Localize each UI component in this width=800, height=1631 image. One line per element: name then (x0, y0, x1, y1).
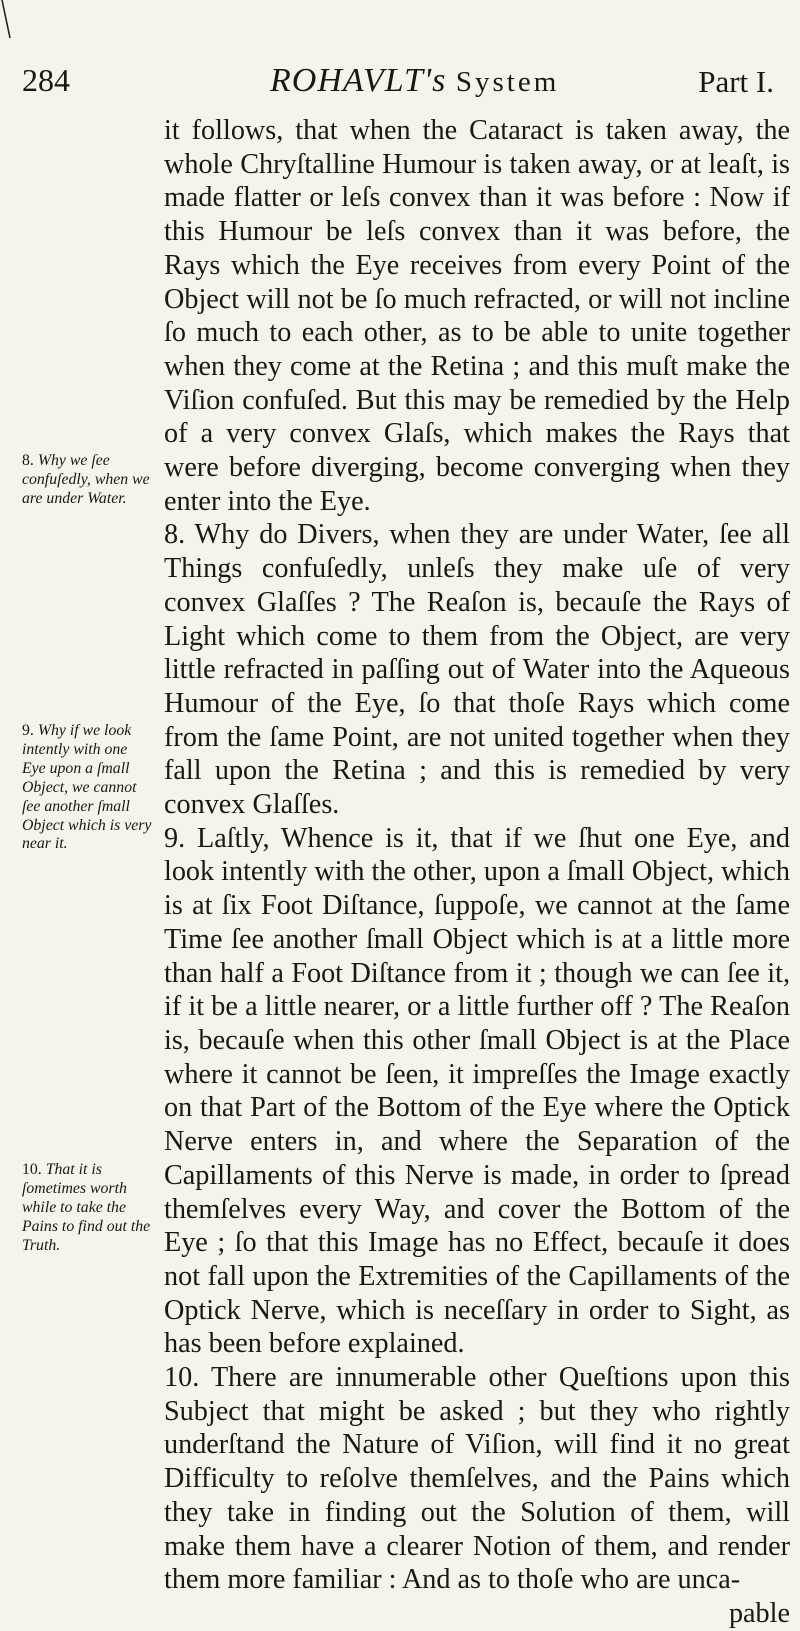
part-label: Part I. (698, 64, 774, 99)
margin-note-number: 8. (22, 452, 34, 469)
margin-note-10 (22, 1161, 152, 1256)
margin-note-number: 9. (22, 722, 34, 739)
paragraph-1: it follows, that when the Cataract is taken away, the whole Chryſtalline Humour is taken away, or at leaſt, is made flatter or leſs convex than it was before : Now if this Humour be leſs convex than it was before, the Rays which the Eye receives from every Point of the Object will not be ſo much refracted, or will not incline ſo much to each other, as to be able to unite together when they come at the Retina ; and this muſt make the Viſion confuſed. But this may be remedied by the Help of a very convex Glaſs, which makes the Rays that were before diverging, become converging when they enter into the Eye. (164, 115, 790, 517)
paragraph-9: 9. Laſtly, Whence is it, that if we ſhut one Eye, and look intently with the other, upon a ſmall Object, which is at ſix Foot Diſtance, ſuppoſe, we cannot at the ſame Time ſee another ſmall Object which is at a little more than half a Foot Diſtance from it ; though we can ſee it, if it be a little nearer, or a little further off ? The Reaſon is, becauſe when this other ſmall Object is at the Place where it cannot be ſeen, it impreſſes the Image exactly on that Part of the Bottom of the Eye where the Optick Nerve enters in, and where the Separation of the Capillaments of this Nerve is made, in order to ſpread themſelves every Way, and cover the Bottom of the Eye ; ſo that this Image has no Effect, becauſe it does not fall upon the Extremities of the Capillaments of the Optick Nerve, which is neceſſary in order to Sight, as has been before explained. (164, 822, 790, 1360)
running-header (22, 60, 782, 110)
page-number: 284 (22, 62, 70, 98)
main-text (164, 114, 790, 1631)
running-title-main: ROHAVLT's (270, 62, 447, 99)
margin-note-8 (22, 452, 152, 509)
running-title (270, 62, 559, 100)
running-title-system: System (455, 66, 560, 98)
margin-note-9 (22, 722, 152, 854)
margin-note-text: Why we ſee confuſedly, when we are under Water. (22, 452, 150, 507)
page-edge-mark (0, 0, 14, 40)
paragraph-10: 10. There are innumerable other Queſtions upon this Subject that might be asked ; but they who rightly underſtand the Nature of Viſion, will find it no great Difficulty to reſolve themſelves, and the Pains which they take in finding out the Solution of them, will make them have a clearer Notion of them, and render them more familiar : And as to thoſe who are unca- (164, 1362, 790, 1596)
margin-note-text: That it is ſometimes worth while to take the Pains to find out the Truth. (22, 1161, 151, 1254)
margin-note-number: 10. (22, 1161, 42, 1178)
margin-note-text: Why if we look intently with one Eye upon a ſmall Object, we cannot ſee another ſmall Object which is very near it. (22, 722, 152, 853)
paragraph-8: 8. Why do Divers, when they are under Water, ſee all Things confuſedly, unleſs they make uſe of very convex Glaſſes ? The Reaſon is, becauſe the Rays of Light which come to them from the Object, are very little refracted in paſſing out of Water into the Aqueous Humour of the Eye, ſo that thoſe Rays which come from the ſame Point, are not united together when they fall upon the Retina ; and this is remedied by very convex Glaſſes. (164, 519, 790, 821)
catchword: pable (728, 1597, 790, 1629)
